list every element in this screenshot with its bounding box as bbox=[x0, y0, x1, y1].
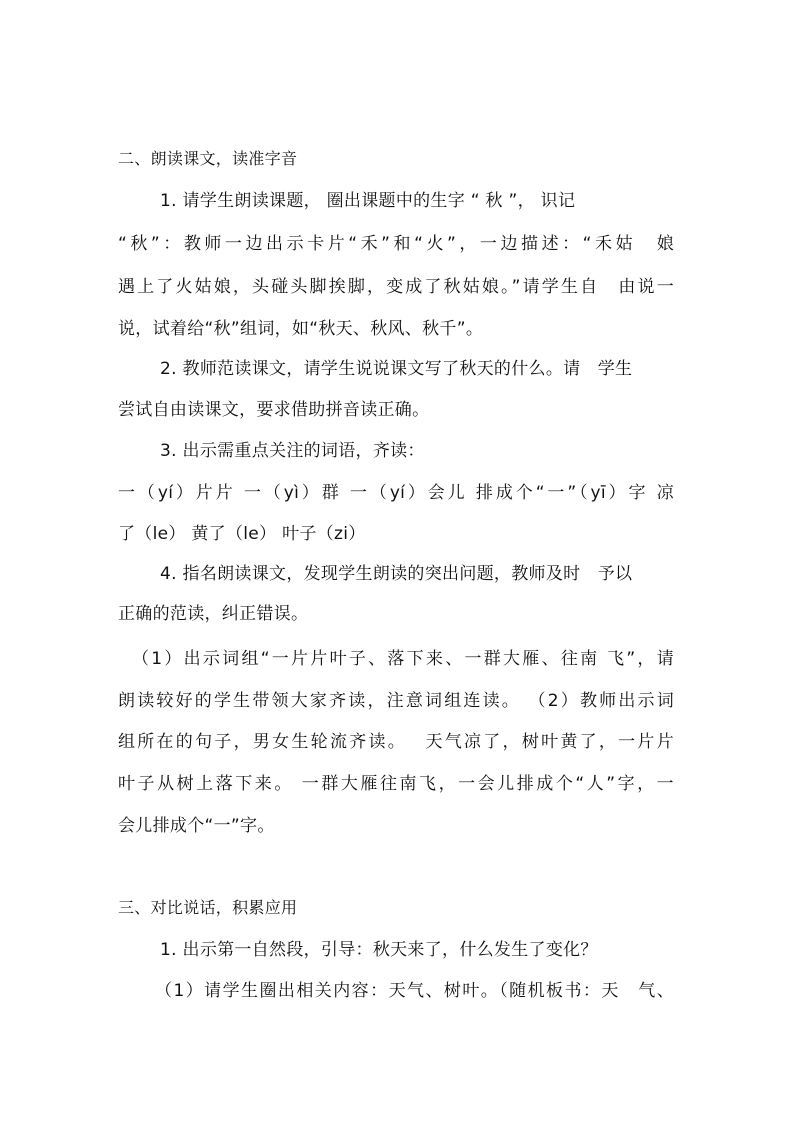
paragraph-line: 3. 出示需重点关注的词语，齐读： bbox=[160, 441, 425, 461]
paragraph-line: 2. 教师范读课文，请学生说说课文写了秋天的什么。请 学生 bbox=[160, 359, 633, 379]
paragraph-line: 尝试自由读课文，要求借助拼音读正确。 bbox=[118, 400, 430, 420]
paragraph-line: （1）出示词组“一片片叶子、落下来、一群大雁、往南 飞”，请 bbox=[132, 649, 674, 669]
paragraph-line: 正确的范读，纠正错误。 bbox=[118, 604, 309, 624]
paragraph-line: 组所在的句子，男女生轮流齐读。 天气凉了，树叶黄了，一片片 bbox=[118, 732, 674, 752]
paragraph-line: 1. 出示第一自然段，引导：秋天来了，什么发生了变化？ bbox=[160, 940, 598, 960]
paragraph-line: “秋”：教师一边出示卡片“禾”和“火”，一边描述：“禾姑 娘 bbox=[118, 234, 674, 254]
paragraph-line: 说，试着给“秋”组词，如“秋天、秋风、秋千”。 bbox=[118, 319, 484, 339]
paragraph-line: 一（yí）片片 一（yì）群 一（yí）会儿 排成个“一”（yī）字 凉 bbox=[118, 483, 674, 503]
paragraph-line: 朗读较好的学生带领大家齐读，注意词组连读。 （2）教师出示词 bbox=[118, 691, 674, 711]
section-heading-3: 三、对比说话，积累应用 bbox=[118, 898, 298, 917]
paragraph-line: 遇上了火姑娘，头碰头脚挨脚，变成了秋姑娘。”请学生自 由说一 bbox=[118, 277, 674, 297]
section-heading-2: 二、朗读课文，读准字音 bbox=[118, 149, 298, 168]
paragraph-line: 了（le） 黄了（le） 叶子（zi） bbox=[118, 524, 366, 544]
paragraph-line: 叶子从树上落下来。 一群大雁往南飞，一会儿排成个“人”字，一 bbox=[118, 774, 674, 794]
paragraph-line: 1. 请学生朗读课题， 圈出课题中的生字 “ 秋 ”， 识记 bbox=[160, 191, 576, 211]
paragraph-line: 会儿排成个“一”字。 bbox=[118, 816, 275, 836]
paragraph-line: 4. 指名朗读课文，发现学生朗读的突出问题，教师及时 予以 bbox=[160, 564, 633, 584]
paragraph-line: （1）请学生圈出相关内容：天气、树叶。（随机板书：天 气、 bbox=[155, 981, 674, 1001]
